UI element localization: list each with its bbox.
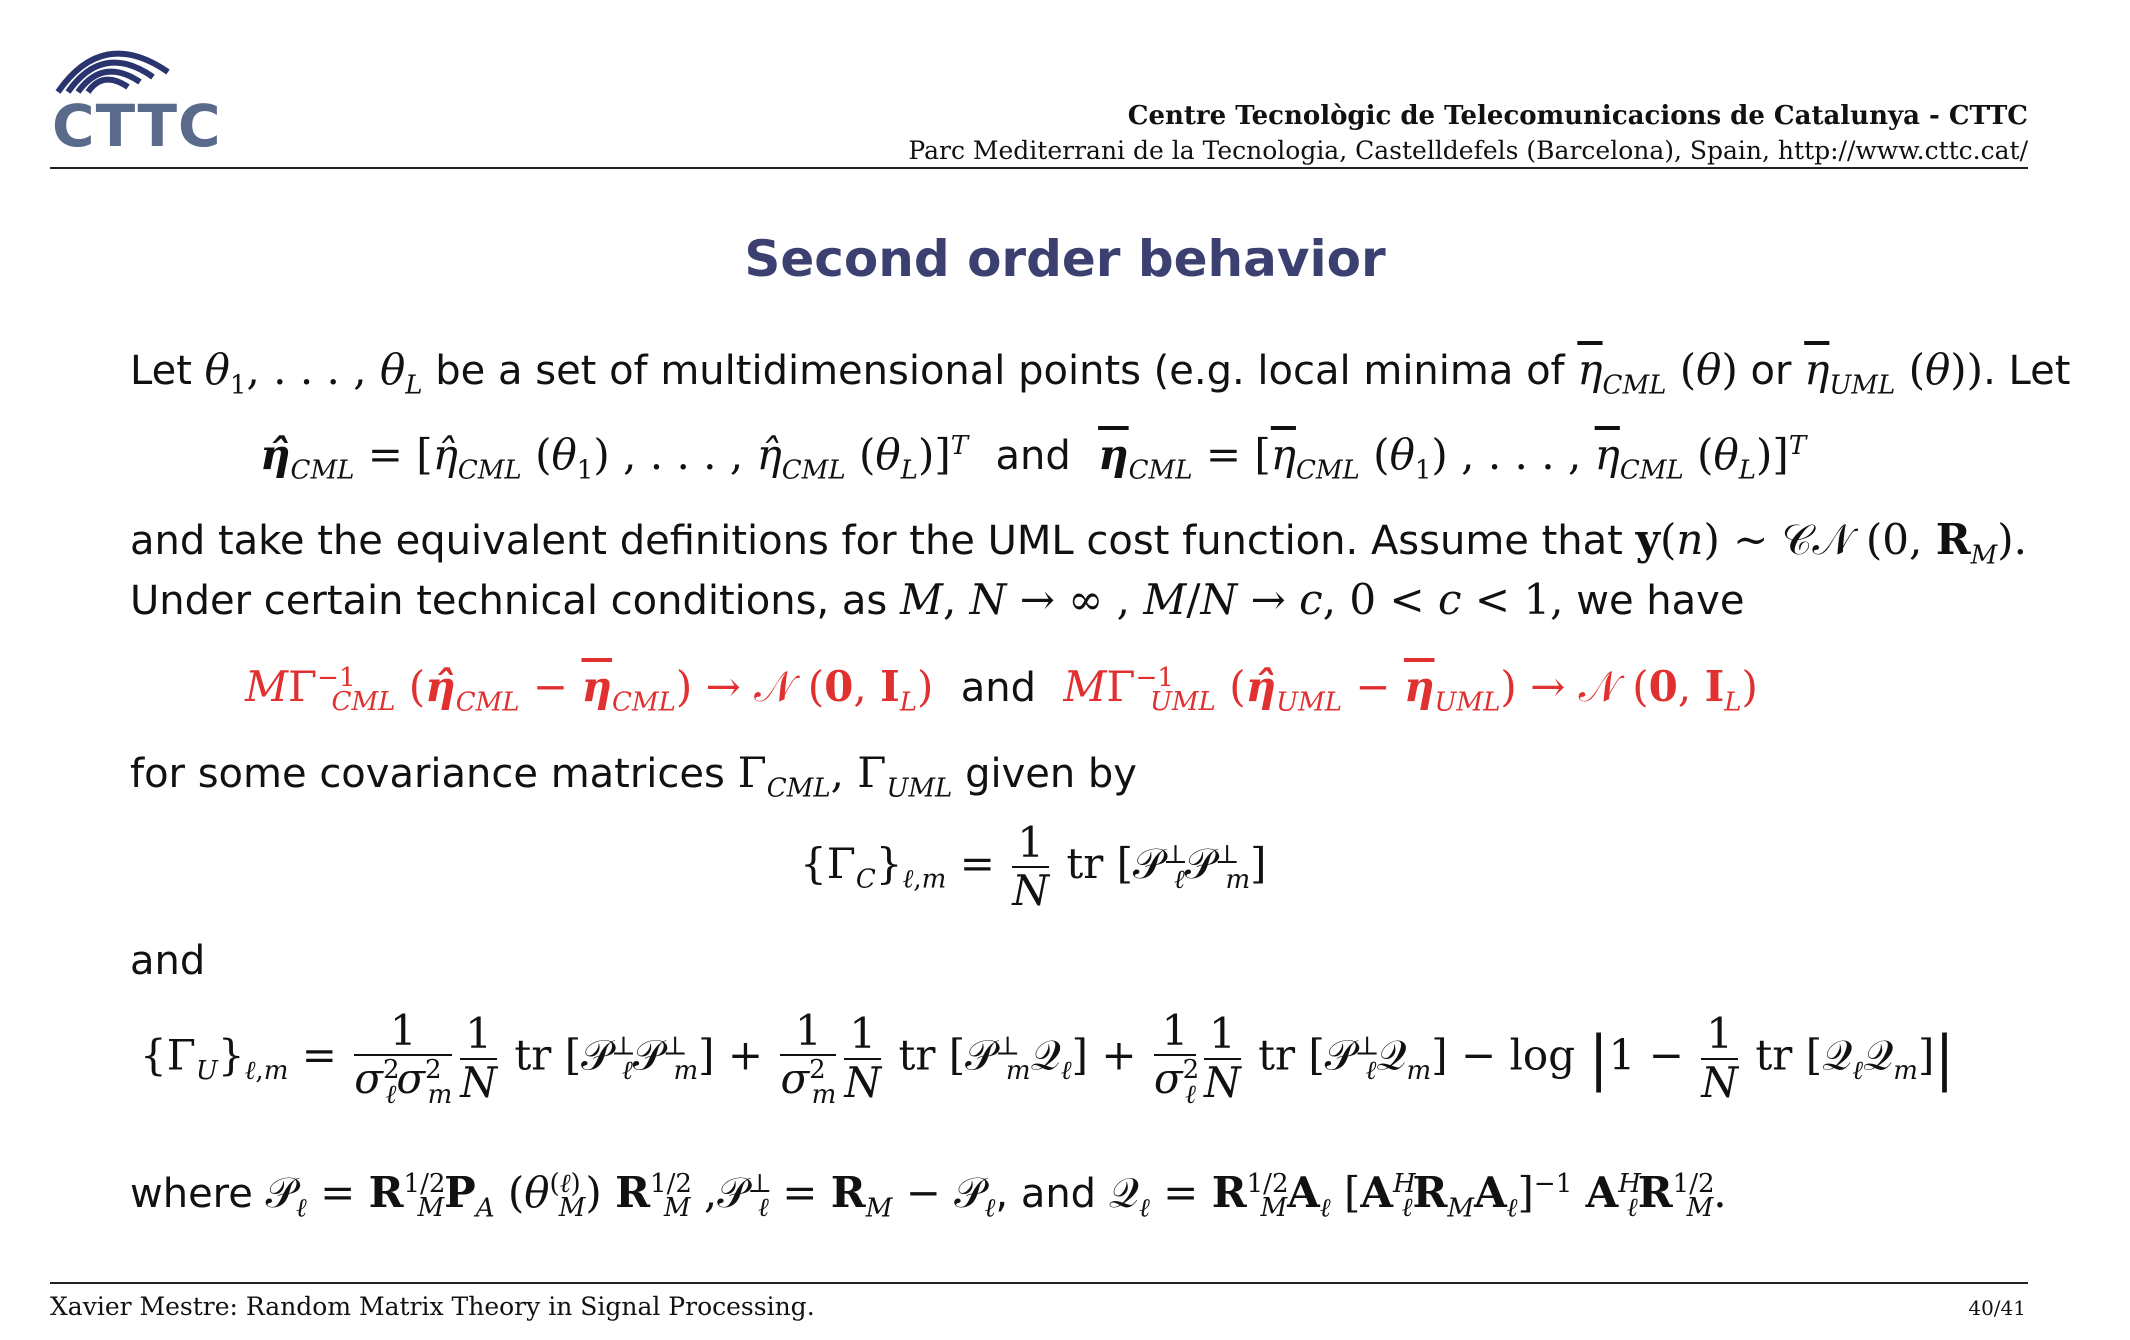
and-word: and <box>130 938 206 984</box>
header-info <box>908 98 2028 168</box>
footer-rule <box>50 1282 2028 1284</box>
org-address: Parc Mediterrani de la Tecnologia, Castelldefels (Barcelona), Spain, http://www.cttc.cat/ <box>908 136 2028 165</box>
paragraph-3: Under certain technical conditions, as M, N → ∞ , M/N → c, 0 < c < 1, we have <box>130 575 1745 624</box>
where-line: where 𝒫$_\ell$ = $R^{1/2}_MP_A$ $(\theta^{(\ell)}_M)$ $R^{1/2}_M$ ,𝒫⊥$_\ell$ = $R_M$ − 𝒫$_\ell$, and 𝒬$_\ell$ = $R^{1/2}_MA_\ell$ $[A^H_\ell R_MA_\ell]^{-1}$ $A^H_\ell R^{1/2}_M$. <box>130 1168 1727 1224</box>
equation-1: $\etâ_{CML}$ = [$\etâ_{CML}$ $(\theta_1)$ , . . . , $\etâ_{CML}$ $(\theta_L)]^T$ and $\overline{\eta}_{CML} = [\overline{\eta}_{CML}$ $(\theta_1)$ , . . . , $\overline{\eta}_{CML}$ $(\theta_L)]^T$ <box>260 430 1807 486</box>
paragraph-1: Let $\theta_1$, . . . , $\theta_L$ be a set of multidimensional points (e.g. local minima of $\overline{\eta}_{CML}$ (θ) or $\overline{\eta}_{UML}$ (θ)). Let <box>130 345 2071 401</box>
page-number: 40/41 <box>1968 1296 2026 1320</box>
equation-2: $M\Gamma^{-1}_{CML}$ $(\etâ_{CML} - \overline{\eta}_{CML})$ → 𝒩 (0, $I_L$) and $M\Gamma^{-1}_{UML}$ $(\etâ_{UML} - \overline{\eta}_{UML})$ → 𝒩 (0, $I_L$) <box>245 662 1758 718</box>
equation-3: $\{\Gamma_C\}_{\ell,m}$ = $\frac{1}{N}$ tr [𝒫⊥$_\ell$𝒫⊥$_m$] <box>800 818 1267 916</box>
header-rule <box>50 167 2028 169</box>
footer-author: Xavier Mestre: Random Matrix Theory in Signal Processing. <box>50 1292 815 1321</box>
paragraph-2: and take the equivalent definitions for the UML cost function. Assume that y(n) ∼ 𝒞𝒩 (0, $R_M$). <box>130 515 2028 571</box>
logo-text: CTTC <box>52 92 222 160</box>
equation-4: $\{\Gamma_U\}_{\ell,m}$ = $\frac{1}{\sigma^2_\ell\sigma^2_m}$ $\frac{1}{N}$ tr [𝒫⊥$_\ell$𝒫⊥$_m$] + $\frac{1}{\sigma^2_m}$ $\frac{1}{N}$ tr [𝒫⊥$_m$𝒬$_\ell$] + $\frac{1}{\sigma^2_\ell}$ $\frac{1}{N}$ tr [𝒫⊥$_\ell$𝒬$_m$] − log |1 − $\frac{1}{N}$ tr [𝒬$_\ell$𝒬$_m$]| <box>140 1006 1955 1110</box>
paragraph-4: for some covariance matrices $\Gamma_{CML}$, $\Gamma_{UML}$ given by <box>130 748 1137 804</box>
slide-title: Second order behavior <box>744 230 1386 288</box>
org-name: Centre Tecnològic de Telecomunicacions de Catalunya - CTTC <box>1127 101 2028 131</box>
